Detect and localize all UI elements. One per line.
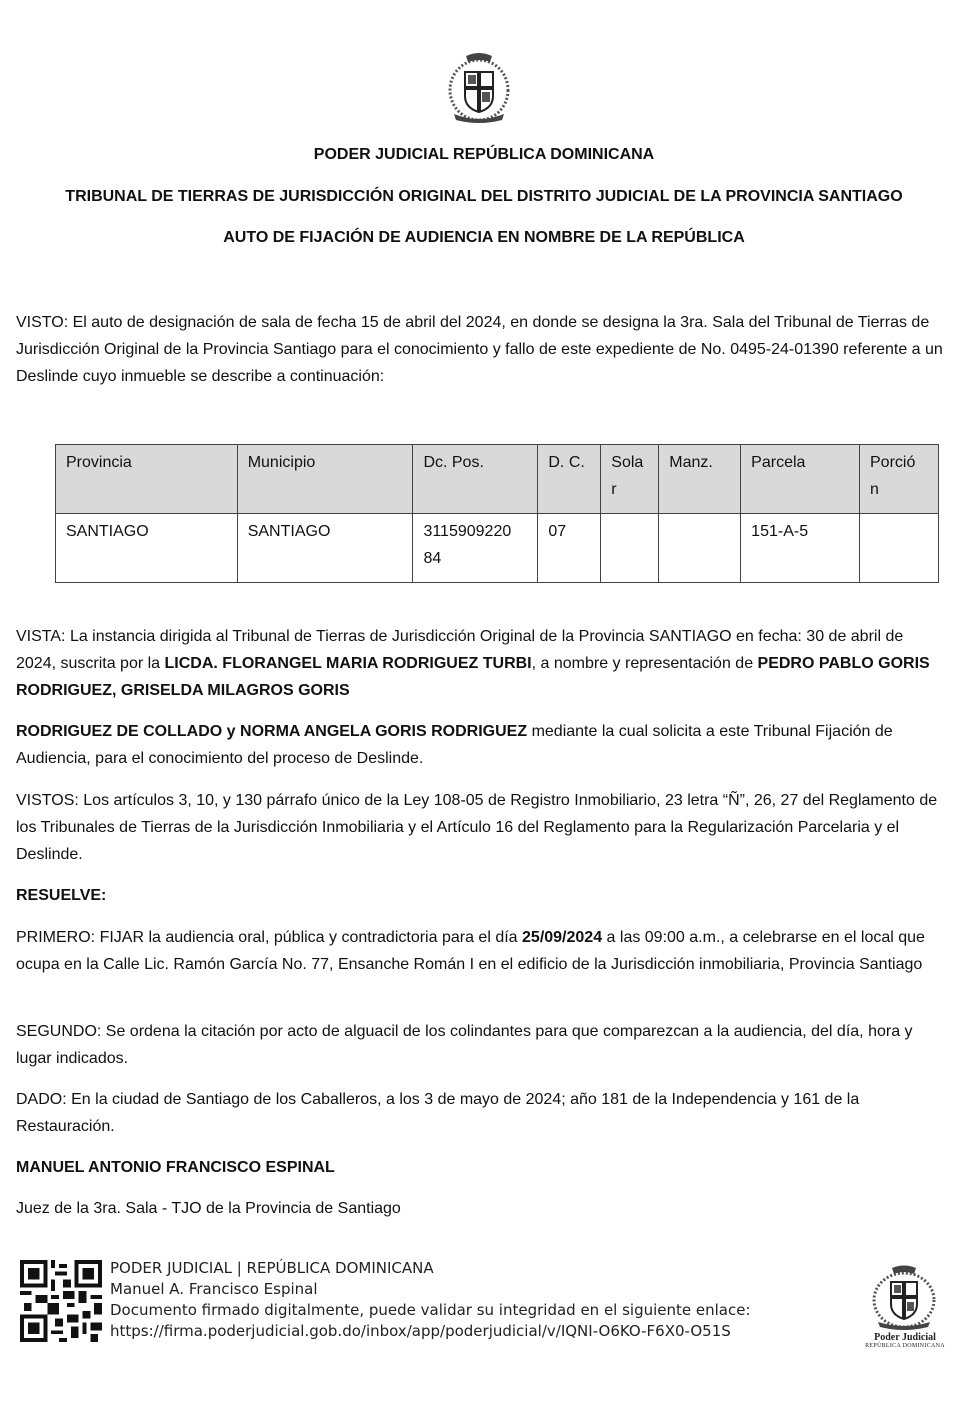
vista-continuation-paragraph	[16, 718, 944, 772]
vistos-paragraph: VISTOS: Los artículos 3, 10, y 130 párrafo único de la Ley 108-05 de Registro Inmobiliario, 23 letra “Ñ”, 26, 27 del Reglamento de los Tribunales de Tierras de la Jurisdicción Inmobiliaria y el Artículo 16 del Reglamento para la Regularización Parcelaria y el Deslinde.	[16, 792, 938, 863]
seal-caption	[860, 1332, 950, 1349]
court-header-line2: TRIBUNAL DE TIERRAS DE JURISDICCIÓN ORIGINAL DEL DISTRITO JUDICIAL DE LA PROVINCIA SANTIAGO	[65, 188, 903, 205]
signer-name: MANUEL ANTONIO FRANCISCO ESPINAL	[16, 1159, 335, 1176]
visto-paragraph: VISTO: El auto de designación de sala de fecha 15 de abril del 2024, en donde se designa la 3ra. Sala del Tribunal de Tierras de Jurisdicción Original de la Provincia Santiago para el conocimiento y fallo de este expediente de No. 0495-24-01390 referente a un Deslinde cuyo inmueble se describe a continuación:	[16, 314, 943, 385]
validation-link[interactable]: https://firma.poderjudicial.gob.do/inbox/app/poderjudicial/v/IQNI-O6KO-F6X0-O51S	[110, 1322, 731, 1340]
segundo-paragraph: SEGUNDO: Se ordena la citación por acto de alguacil de los colindantes para que comparezcan a la audiencia, del día, hora y lugar indicados.	[16, 1023, 913, 1067]
qr-code-icon[interactable]	[20, 1260, 102, 1342]
table-header-row	[56, 445, 939, 514]
poder-judicial-seal-icon	[868, 1264, 940, 1330]
coat-of-arms-icon	[446, 50, 512, 124]
court-header-line1: PODER JUDICIAL REPÚBLICA DOMINICANA	[313, 146, 655, 163]
cell-solar	[601, 514, 659, 583]
footer-line-signer: Manuel A. Francisco Espinal	[110, 1280, 318, 1298]
cell-parcela: 151-A-5	[741, 514, 860, 583]
signer-title: Juez de la 3ra. Sala - TJO de la Provincia de Santiago	[16, 1200, 401, 1217]
vista-text-3: mediante la cual solicita a este Tribunal Fijación de Audiencia, para el conocimiento del proceso de Deslinde.	[16, 723, 893, 767]
resuelve-heading: RESUELVE:	[16, 887, 107, 904]
header-manz: Manz.	[659, 445, 741, 514]
seal-caption-line1: Poder Judicial	[874, 1332, 936, 1343]
primero-text-1: PRIMERO: FIJAR la audiencia oral, pública y contradictoria para el día	[16, 929, 523, 946]
vista-text-1: VISTA: La instancia dirigida al Tribunal de Tierras de Jurisdicción Original de la Provincia SANTIAGO en fecha: 30 de abril de 2024, suscrita por la	[16, 628, 904, 672]
digital-signature-block	[110, 1258, 850, 1342]
header-porcion: Porció n	[860, 445, 939, 514]
attorney-name: LICDA. FLORANGEL MARIA RODRIGUEZ TURBI	[164, 655, 532, 672]
hearing-date: 25/09/2024	[522, 929, 603, 946]
cell-municipio: SANTIAGO	[237, 514, 413, 583]
petitioner-names-2: RODRIGUEZ DE COLLADO y NORMA ANGELA GORIS RODRIGUEZ	[16, 723, 528, 740]
cell-manz	[659, 514, 741, 583]
header-municipio: Municipio	[237, 445, 413, 514]
header-dc: D. C.	[538, 445, 601, 514]
cell-dc: 07	[538, 514, 601, 583]
cell-dc-pos: 3115909220 84	[413, 514, 538, 583]
dado-paragraph: DADO: En la ciudad de Santiago de los Caballeros, a los 3 de mayo de 2024; año 181 de la Independencia y 161 de la Restauración.	[16, 1091, 860, 1135]
vista-text-2: , a nombre y representación de	[531, 655, 758, 672]
footer-line-notice: Documento firmado digitalmente, puede validar su integridad en el siguiente enlace:	[110, 1301, 751, 1319]
header-parcela: Parcela	[741, 445, 860, 514]
cell-provincia: SANTIAGO	[56, 514, 238, 583]
table-row	[56, 514, 939, 583]
header-dc-pos: Dc. Pos.	[413, 445, 538, 514]
seal-caption-line2: REPÚBLICA DOMINICANA	[865, 1343, 945, 1349]
primero-text-2: a las 09:00 a.m., a celebrarse en el local que ocupa en la Calle Lic. Ramón García No. 77, Ensanche Román I en el edificio de la Jurisdicción inmobiliaria, Provincia Santiago	[16, 929, 925, 973]
footer-line-institution: PODER JUDICIAL | REPÚBLICA DOMINICANA	[110, 1259, 434, 1277]
document-title: AUTO DE FIJACIÓN DE AUDIENCIA EN NOMBRE DE LA REPÚBLICA	[223, 229, 745, 246]
header-provincia: Provincia	[56, 445, 238, 514]
primero-paragraph	[16, 924, 944, 978]
parcel-table	[55, 444, 939, 583]
petitioner-names-1: PEDRO PABLO GORIS RODRIGUEZ, GRISELDA MILAGROS GORIS	[16, 655, 930, 699]
cell-porcion	[860, 514, 939, 583]
header-solar: Sola r	[601, 445, 659, 514]
vista-paragraph	[16, 623, 944, 704]
